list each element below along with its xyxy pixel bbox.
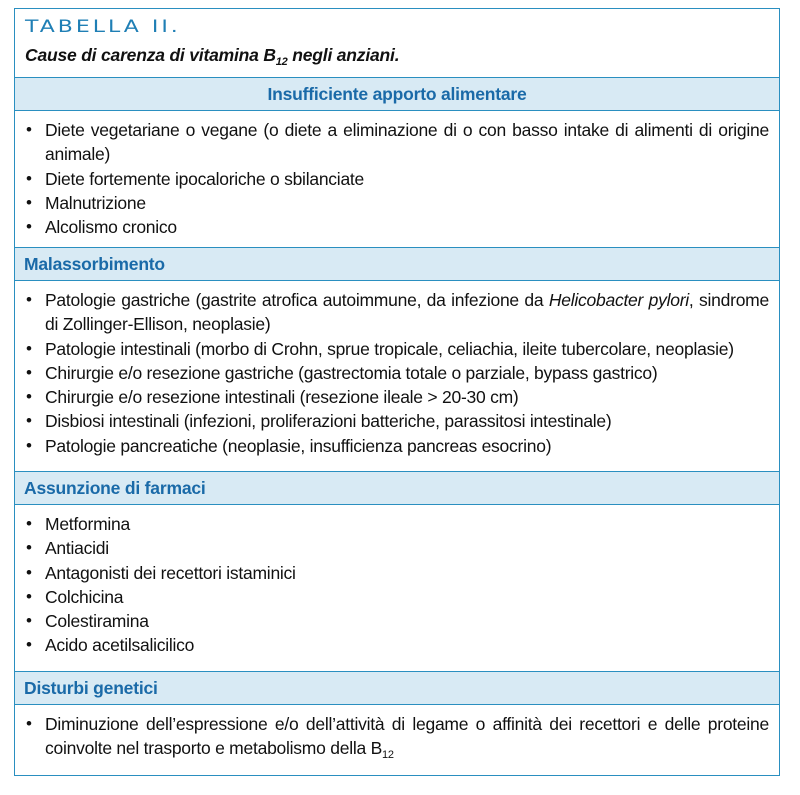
list-item: • Colestiramina [25,609,769,633]
section-header-drugs: Assunzione di farmaci [15,472,779,505]
section-body-drugs [15,505,779,672]
list-item: • Antiacidi [25,536,769,560]
caption-suffix: negli anziani. [287,45,400,65]
bullet-icon: • [26,411,32,431]
bullet-icon: • [26,538,32,558]
list-item: • Disbiosi intestinali (infezioni, proliferazioni batteriche, parassitosi intestinale) [25,409,769,433]
bullet-icon: • [26,168,32,188]
bullet-icon: • [26,217,32,237]
bullet-icon: • [26,192,32,212]
bullet-icon: • [26,586,32,606]
caption-prefix: Cause di carenza di vitamina B [25,45,276,65]
species-name: Helicobacter pylori [548,290,689,310]
list-item: • Malnutrizione [25,191,769,215]
list-item: • Alcolismo cronico [25,215,769,239]
drugs-list [25,512,769,658]
section-header-genetic: Disturbi genetici [15,672,779,705]
table-frame [14,8,780,776]
list-item: • Chirurgie e/o resezione intestinali (resezione ileale > 20-30 cm) [25,385,769,409]
bullet-icon: • [26,611,32,631]
section-header-dietary: Insufficiente apporto alimentare [15,78,779,111]
bullet-icon: • [26,714,32,733]
bullet-icon: • [26,120,32,139]
list-item: • Chirurgie e/o resezione gastriche (gastrectomia totale o parziale, bypass gastrico) [25,361,769,385]
bullet-icon: • [26,562,32,582]
list-item: • Diete fortemente ipocaloriche o sbilanciate [25,167,769,191]
genetic-list [25,712,769,761]
list-item: • Patologie pancreatiche (neoplasie, insufficienza pancreas esocrino) [25,434,769,458]
bullet-icon: • [26,290,32,309]
bullet-icon: • [26,635,32,655]
table-caption-block [15,9,779,78]
list-item: • Diete vegetariane o vegane (o diete a eliminazione di o con basso intake di alimenti di origine animale) [26,120,769,165]
list-item: • Diminuzione dell’espressione e/o dell’attività di legame o affinità dei recettori e delle proteine coinvolte nel trasporto e metabolismo della $B_{12}$ [26,714,769,762]
bullet-icon: • [26,435,32,455]
bullet-icon: • [26,338,32,358]
bullet-icon: • [26,514,32,533]
list-item: • Antagonisti dei recettori istaminici [25,561,769,585]
bullet-icon: • [26,387,32,407]
section-body-dietary [15,111,779,248]
caption-subscript: 12 [275,56,288,68]
bullet-icon: • [26,362,32,382]
section-body-genetic [15,705,779,770]
section-body-malabsorption [15,281,779,472]
table-label: TABELLA II. [25,17,181,37]
list-item: • Patologie intestinali (morbo di Crohn, sprue tropicale, celiachia, ileite tubercolare, neoplasie) [25,337,769,361]
list-item: • Acido acetilsalicilico [25,633,769,657]
list-item: • Colchicina [25,585,769,609]
dietary-list [25,118,769,239]
table-caption [25,44,779,66]
malabsorption-list [25,288,769,458]
section-header-malabsorption: Malassorbimento [15,248,779,281]
list-item: • Patologie gastriche (gastrite atrofica autoimmune, da infezione da Helicobacter pylori, sindrome di Zollinger-Ellison, neoplasie) [26,290,769,335]
list-item: • Metformina [25,512,769,536]
vitamin-subscript: 12 [382,749,394,762]
